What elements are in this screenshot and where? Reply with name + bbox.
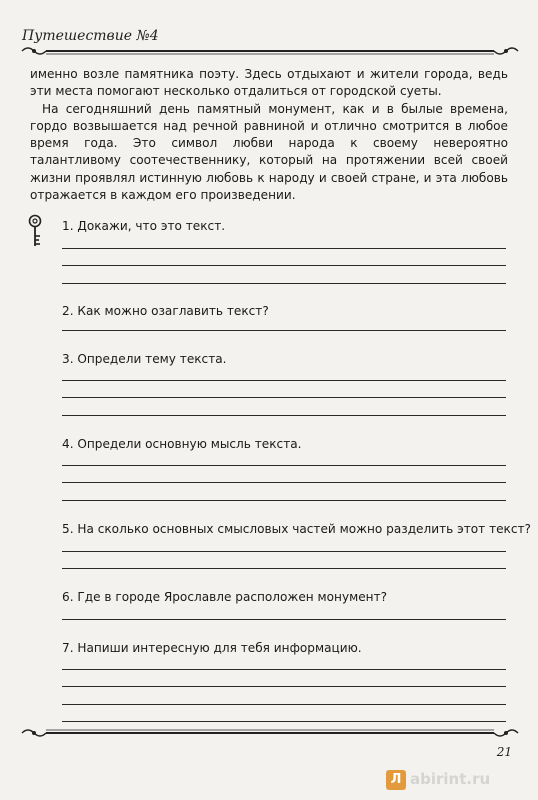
answer-line[interactable]	[62, 721, 506, 722]
answer-line[interactable]	[62, 551, 506, 552]
labirint-logo-icon: Л	[386, 770, 406, 790]
question-1: 1. Докажи, что это текст.	[62, 219, 226, 233]
question-3: 3. Определи тему текста.	[62, 352, 227, 366]
question-2: 2. Как можно озаглавить текст?	[62, 304, 269, 318]
answer-line[interactable]	[62, 248, 506, 249]
footer-ornament	[20, 726, 520, 740]
answer-line[interactable]	[62, 568, 506, 569]
answer-line[interactable]	[62, 265, 506, 266]
answer-line[interactable]	[62, 669, 506, 670]
answer-line[interactable]	[62, 415, 506, 416]
answer-line[interactable]	[62, 465, 506, 466]
answer-line[interactable]	[62, 704, 506, 705]
watermark-text: abirint.ru	[410, 770, 491, 788]
question-5: 5. На сколько основных смысловых частей можно разделить этот текст?	[62, 522, 531, 536]
answer-line[interactable]	[62, 397, 506, 398]
page-number: 21	[496, 745, 512, 759]
answer-line[interactable]	[62, 619, 506, 620]
header-ornament	[20, 44, 520, 58]
reading-text	[30, 66, 508, 204]
key-icon	[26, 214, 44, 248]
answer-line[interactable]	[62, 500, 506, 501]
question-4: 4. Определи основную мысль текста.	[62, 437, 302, 451]
answer-line[interactable]	[62, 330, 506, 331]
answer-line[interactable]	[62, 283, 506, 284]
question-7: 7. Напиши интересную для тебя информацию.	[62, 641, 362, 655]
answer-line[interactable]	[62, 686, 506, 687]
paragraph: именно возле памятника поэту. Здесь отдыхают и жители города, ведь эти места помогают несколько отдалиться от городской суеты.	[30, 67, 508, 99]
page-header-title: Путешествие №4	[22, 28, 159, 44]
answer-line[interactable]	[62, 380, 506, 381]
paragraph: На сегодняшний день памятный монумент, как и в былые времена, гордо возвышается над речной равниной и отлично смотрится в любое время года. Это символ любви народа к своему невероятно талантливому соотечественнику, который на протяжении всей своей жизни проявлял истинную любовь к народу и своей стране, и эта любовь отражается в каждом его произведении.	[30, 101, 508, 203]
question-6: 6. Где в городе Ярославле расположен монумент?	[62, 590, 388, 604]
answer-line[interactable]	[62, 482, 506, 483]
